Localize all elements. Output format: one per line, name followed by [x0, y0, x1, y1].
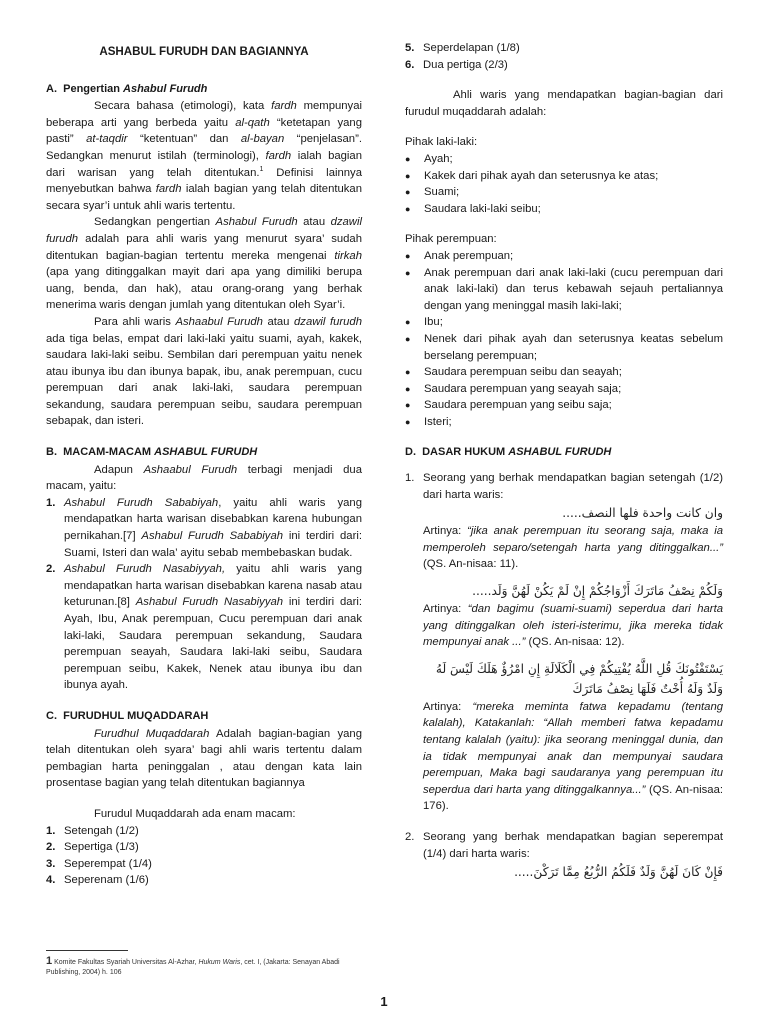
section-b-list — [46, 495, 362, 694]
list-item: 1. Ashabul Furudh Sababiyah, yaitu ahli waris yang mendapatkan harta warisan disebabkan karena hubungan pernikahan.[7] Ashabul Furudh Sababiyah ini terdiri dari: Suami, Isteri dan wala’ ayitu sebab membebaskan budak. — [46, 496, 362, 559]
female-heirs-list — [405, 248, 723, 431]
female-heirs-heading: Pihak perempuan: — [405, 233, 497, 246]
list-item: 3. Seperempat (1/4) — [46, 857, 152, 870]
fraction-list-right — [405, 40, 723, 73]
footnote-ref[interactable]: 1 — [259, 165, 264, 173]
list-item: 1. Seorang yang berhak mendapatkan bagian setengah (1/2) dari harta waris: — [405, 472, 723, 501]
verse-block-2 — [405, 862, 723, 882]
list-item: 1. Setengah (1/2) — [46, 824, 139, 837]
list-item: ● Anak perempuan; — [405, 248, 723, 265]
list-item: ● Isteri; — [405, 414, 723, 431]
page-number: 1 — [380, 994, 388, 1009]
right-column — [405, 40, 723, 882]
verse-translation: Artinya: “dan bagimu (suami-suami) seperdua dari harta yang ditinggalkan oleh isteri-isterimu, jika mereka tidak mempunyai anak ...” (QS. An-nisaa: 12). — [423, 603, 723, 649]
section-d-list — [405, 470, 723, 503]
section-a-heading: A. Pengertian Ashabul Furudh — [46, 82, 208, 95]
section-c-paragraph-3: Ahli waris yang mendapatkan bagian-bagian dari furudul muqaddarah adalah: — [405, 89, 723, 118]
section-c-paragraph-1: Furudhul Muqaddarah Adalah bagian-bagian yang telah ditentukan oleh syara’ bagi ahli waris tertentu dalam pembagian harta peninggalan , atau dengan kata lain prosentase bagian yang telah ditentukan bagiannya — [46, 727, 362, 790]
list-item: ● Suami; — [405, 184, 723, 201]
verse-translation: Artinya: “jika anak perempuan itu seorang saja, maka ia memperoleh separo/setengah harta yang ditinggalkan...” (QS. An-nisaa: 11). — [423, 525, 723, 571]
footnote: 1 Komite Fakultas Syariah Universitas Al-Azhar, Hukum Waris, cet. I, (Jakarta: Senayan Abadi Publishing, 2004) h. 106 — [46, 955, 340, 976]
list-item: ● Ayah; — [405, 151, 723, 168]
arabic-verse: وان كانت واحدة فلها النصف..... — [562, 506, 723, 521]
section-b-heading: B. MACAM-MACAM ASHABUL FURUDH — [46, 446, 258, 459]
list-item: ● Ibu; — [405, 314, 723, 331]
page-title: ASHABUL FURUDH DAN BAGIANNYA — [99, 45, 309, 58]
section-c-paragraph-2: Furudul Muqaddarah ada enam macam: — [94, 807, 296, 820]
list-item: ● Saudara perempuan yang seayah saja; — [405, 381, 723, 398]
section-b-intro: Adapun Ashaabul Furudh terbagi menjadi dua macam, yaitu: — [46, 463, 362, 493]
list-item: ● Anak perempuan dari anak laki-laki (cucu perempuan dari anak laki-laki) dan terus kebawah sejauh pertaliannya dengan yang meninggal masih laki-laki; — [405, 265, 723, 315]
male-heirs-heading: Pihak laki-laki: — [405, 136, 478, 149]
list-item: ● Saudara perempuan seibu dan seayah; — [405, 364, 723, 381]
list-item: 2. Sepertiga (1/3) — [46, 841, 139, 854]
left-column — [46, 40, 362, 889]
verse-block-1 — [405, 503, 723, 815]
list-item: ● Saudara laki-laki seibu; — [405, 201, 723, 218]
arabic-verse: وَلَكُمْ نِصْفُ مَاتَرَكَ أَزْوَاجُكُمْ إِنْ لَمْ يَكُنْ لَهُنَّ وَلَد..... — [472, 584, 723, 599]
section-a-paragraph-2: Sedangkan pengertian Ashabul Furudh atau dzawil furudh adalah para ahli waris yang menurut syara’ sudah ditentukan bagian-bagian tertentu mereka mengenai tirkah (apa yang ditinggalkan mayit dari apa yang dimiliki berupa uang, benda, dan hak), atau orang-orang yang berhak menerima waris dengan jumlah yang ditentukan oleh Syar’i. — [46, 216, 362, 312]
list-item: 6. Dua pertiga (2/3) — [405, 58, 508, 71]
arabic-verse: فَإِنْ كَانَ لَهُنَّ وَلَدٌ فَلَكُمُ الرُّبُعُ مِمَّا تَرَكْنَ..... — [514, 865, 723, 880]
section-d-heading: D. DASAR HUKUM ASHABUL FURUDH — [405, 446, 612, 459]
list-item: 5. Seperdelapan (1/8) — [405, 42, 520, 54]
fraction-list-left — [46, 823, 362, 889]
list-item: 2. Seorang yang berhak mendapatkan bagian seperempat (1/4) dari harta waris: — [405, 830, 723, 860]
list-item: 4. Seperenam (1/6) — [46, 874, 149, 887]
list-item: ● Nenek dari pihak ayah dan seterusnya keatas sebelum berselang perempuan; — [405, 331, 723, 364]
arabic-verse: يَسْتَفْتُونَكَ قُلِ اللَّهُ يُفْتِيكُمْ فِي الْكَلَالَةِ إِنِ امْرُؤٌ هَلَكَ لَيْسَ لَهُ وَلَدٌ وَلَهُ أُخْتٌ فَلَهَا نِصْفُ مَاتَرَكَ — [435, 661, 723, 696]
list-item: ● Kakek dari pihak ayah dan seterusnya ke atas; — [405, 168, 723, 185]
footnote-divider — [46, 950, 128, 951]
section-d-list-2 — [405, 829, 723, 862]
verse-translation: Artinya: “mereka meminta fatwa kepadamu (tentang kalalah), Katakanlah: “Allah memberi fatwa kepadamu tentang kalalah (yaitu): jika seorang meninggal dunia, dan ia tidak mempunyai anak dan mempunyai saudara perempuan, Maka bagi saudaranya yang perempuan itu seperdua dari harta yang ditinggalkannya...” (QS. An-nisaa: 176). — [423, 700, 724, 813]
section-a-paragraph-3: Para ahli waris Ashaabul Furudh atau dzawil furudh ada tiga belas, empat dari laki-laki yaitu suami, ayah, kakek, saudara laki-laki seibu. Sembilan dari perempuan yaitu nenek atau ibunya ibu dan ibunya bapak, ibu, anak perempuan, cucu perempuan dari anak laki-laki, saudara perempuan sekandung, saudara perempuan seibu, saudara perempuan sebapak, dan isteri. — [46, 315, 362, 428]
section-a-paragraph-1: Secara bahasa (etimologi), kata fardh mempunyai beberapa arti yang berbeda yaitu al-qath “ketetapan yang pasti” at-taqdir “ketentuan” dan al-bayan “penjelasan”. Sedangkan menurut istilah (terminologi), fardh ialah bagian dari warisan yang telah ditentukan.$^1$ Definisi lainnya menyebutkan bahwa fardh ialah bagian yang telah ditentukan secara syar’i untuk ahli waris tertentu. — [46, 100, 362, 212]
list-item: 2. Ashabul Furudh Nasabiyyah, yaitu ahli waris yang mendapatkan harta warisan disebabkan karena nasab atau keturunan.[8] Ashabul Furudh Nasabiyyah ini terdiri dari: Ayah, Ibu, Anak perempuan, Cucu perempuan dari anak laki-laki, Saudara perempuan sekandung, Saudara perempuan seayah, Saudara laki-laki seibu, Saudara perempuan seibu, Kakek, Nenek atau ibunya ibu dan ibunya ayah. — [46, 563, 362, 692]
section-c-heading: C. FURUDHUL MUQADDARAH — [46, 709, 209, 722]
male-heirs-list — [405, 151, 723, 217]
list-item: ● Saudara perempuan yang seibu saja; — [405, 397, 723, 414]
